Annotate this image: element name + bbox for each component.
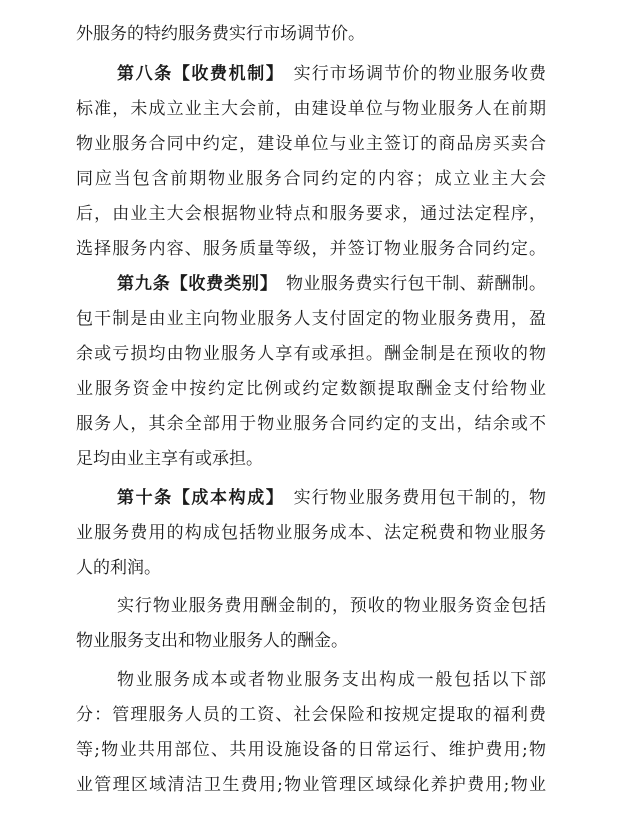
- text-run: 实行物业服务费用酬金制的，预收的物业服务资金包括: [117, 596, 546, 616]
- article-number: 第八条: [117, 64, 173, 84]
- text-run: 同应当包含前期物业服务合同约定的内容；成立业主大会: [76, 169, 546, 189]
- text-run: 业服务费用的构成包括物业服务成本、法定税费和物业服务: [76, 523, 546, 543]
- paragraph-line: [76, 738, 546, 762]
- text-run: 标准，未成立业主大会前，由建设单位与物业服务人在前期: [76, 99, 546, 119]
- paragraph-line: [76, 22, 546, 46]
- paragraph-line: [76, 447, 546, 471]
- article-heading: 【成本构成】: [172, 488, 285, 508]
- paragraph-line: [76, 237, 546, 261]
- article-number: 第十条: [117, 488, 173, 508]
- text-run: 足均由业主享有或承担。: [76, 449, 263, 469]
- paragraph-line: [76, 412, 546, 436]
- article-9-first-line: [117, 272, 546, 296]
- article-number: 第九条: [117, 274, 171, 294]
- text-run: 后，由业主大会根据物业特点和服务要求，通过法定程序，: [76, 204, 546, 224]
- text-run: 物业服务成本或者物业服务支出构成一般包括以下部: [117, 670, 546, 690]
- paragraph-line: [76, 342, 546, 366]
- text-run: 余或亏损均由物业服务人享有或承担。酬金制是在预收的物: [76, 344, 546, 364]
- text-run: 包干制是由业主向物业服务人支付固定的物业服务费用，盈: [76, 309, 546, 329]
- paragraph-line: [76, 97, 546, 121]
- paragraph-line: [76, 132, 546, 156]
- text-run: 服务人，其余全部用于物业服务合同约定的支出，结余或不: [76, 414, 546, 434]
- text-run: 选择服务内容、服务质量等级，并签订物业服务合同约定。: [76, 239, 546, 259]
- text-run: 物业服务费实行包干制、薪酬制。: [285, 274, 546, 294]
- paragraph-line: [76, 703, 546, 727]
- article-heading: 【收费机制】: [172, 64, 285, 84]
- text-run: 实行物业服务费用包干制的，物: [292, 488, 547, 508]
- text-run: 分：管理服务人员的工资、社会保险和按规定提取的福利费: [76, 705, 546, 725]
- text-run: 人的利润。: [76, 558, 161, 578]
- text-run: 等;物业共用部位、共用设施设备的日常运行、维护费用;物: [76, 740, 546, 760]
- paragraph-line: [76, 167, 546, 191]
- paragraph-line: [76, 629, 546, 653]
- text-run: 业服务资金中按约定比例或约定数额提取酬金支付给物业: [76, 379, 546, 399]
- text-run: 物业服务合同中约定，建设单位与业主签订的商品房买卖合: [76, 134, 546, 154]
- text-run: 业管理区域清洁卫生费用;物业管理区域绿化养护费用;物业: [76, 775, 546, 795]
- article-8-first-line: [117, 62, 546, 86]
- article-10-first-line: [117, 486, 546, 510]
- text-run: 外服务的特约服务费实行市场调节价。: [76, 24, 365, 44]
- paragraph-line: [76, 521, 546, 545]
- paragraph-first-line: [117, 594, 546, 618]
- paragraph-line: [76, 377, 546, 401]
- paragraph-line: [76, 556, 546, 580]
- article-heading: 【收费类别】: [170, 274, 278, 294]
- paragraph-line: [76, 202, 546, 226]
- text-run: 物业服务支出和物业服务人的酬金。: [76, 631, 348, 651]
- text-run: 实行市场调节价的物业服务收费: [292, 64, 547, 84]
- paragraph-line: [76, 773, 546, 797]
- paragraph-first-line: [117, 668, 546, 692]
- paragraph-line: [76, 307, 546, 331]
